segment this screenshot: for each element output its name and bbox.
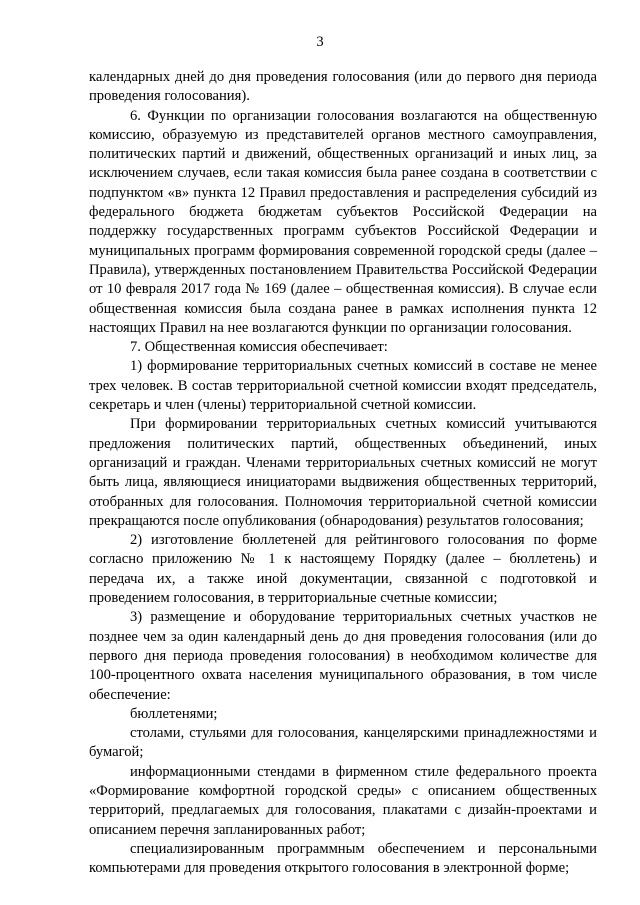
paragraph: информационными стендами в фирменном стиле федерального проекта «Формирование комфортной городской среды» с описанием общественных территорий, предлагаемых для голосования, плакатами с дизайн-проектами и описанием перечня запланированных работ; (89, 763, 597, 838)
paragraph: специализированным программным обеспечением и персональными компьютерами для проведения открытого голосования в электронной форме; (89, 840, 597, 877)
document-body (89, 68, 597, 878)
paragraph: столами, стульями для голосования, канцелярскими принадлежностями и бумагой; (89, 725, 597, 761)
paragraph: 1) формирование территориальных счетных комиссий в составе не менее трех человек. В состав территориальной счетной комиссии входят председатель, секретарь и член (члены) территориальной счетной комиссии. (89, 358, 597, 414)
paragraph: 3) размещение и оборудование территориальных счетных участков не позднее чем за один календарный день до дня проведения голосования (или до первого дня периода проведения голосования) в необходимом количестве для 100-процентного охвата населения муниципального образования, в том числе обеспечение: (89, 609, 597, 703)
paragraph: При формировании территориальных счетных комиссий учитываются предложения политических партий, общественных объединений, иных организаций и граждан. Членами территориальных счетных комиссий не могут быть лица, являющиеся инициаторами выдвижения общественных территорий, отобранных для голосования. Полномочия территориальной счетной комиссии прекращаются после опубликования (обнародования) результатов голосования; (89, 416, 597, 529)
page-number: 3 (316, 34, 324, 50)
paragraph: бюллетенями; (130, 705, 218, 722)
paragraph: 2) изготовление бюллетеней для рейтингового голосования по форме согласно приложению № 1 к настоящему Порядку (далее – бюллетень) и передача их, а также иной документации, связанной с подготовкой и проведением голосования, в территориальные счетные комиссии; (89, 532, 597, 607)
paragraph: календарных дней до дня проведения голосования (или до первого дня периода проведения голосования). (89, 69, 597, 105)
paragraph: 7. Общественная комиссия обеспечивает: (130, 339, 388, 356)
paragraph: 6. Функции по организации голосования возлагаются на общественную комиссию, образуемую из представителей органов местного самоуправления, политических партий и движений, общественных организаций и иных лиц, за исключением случаев, если такая комиссия была ранее создана в соответствии с подпунктом «в» пункта 12 Правил предоставления и распределения субсидий из федерального бюджета бюджетам субъектов Российской Федерации на поддержку государственных программ субъектов Российской Федерации и муниципальных программ формирования современной городской среды (далее – Правила), утвержденных постановлением Правительства Российской Федерации от 10 февраля 2017 года № 169 (далее – общественная комиссия). В случае если общественная комиссия была создана ранее в рамках исполнения пункта 12 настоящих Правил на нее возлагаются функции по организации голосования. (89, 107, 597, 336)
